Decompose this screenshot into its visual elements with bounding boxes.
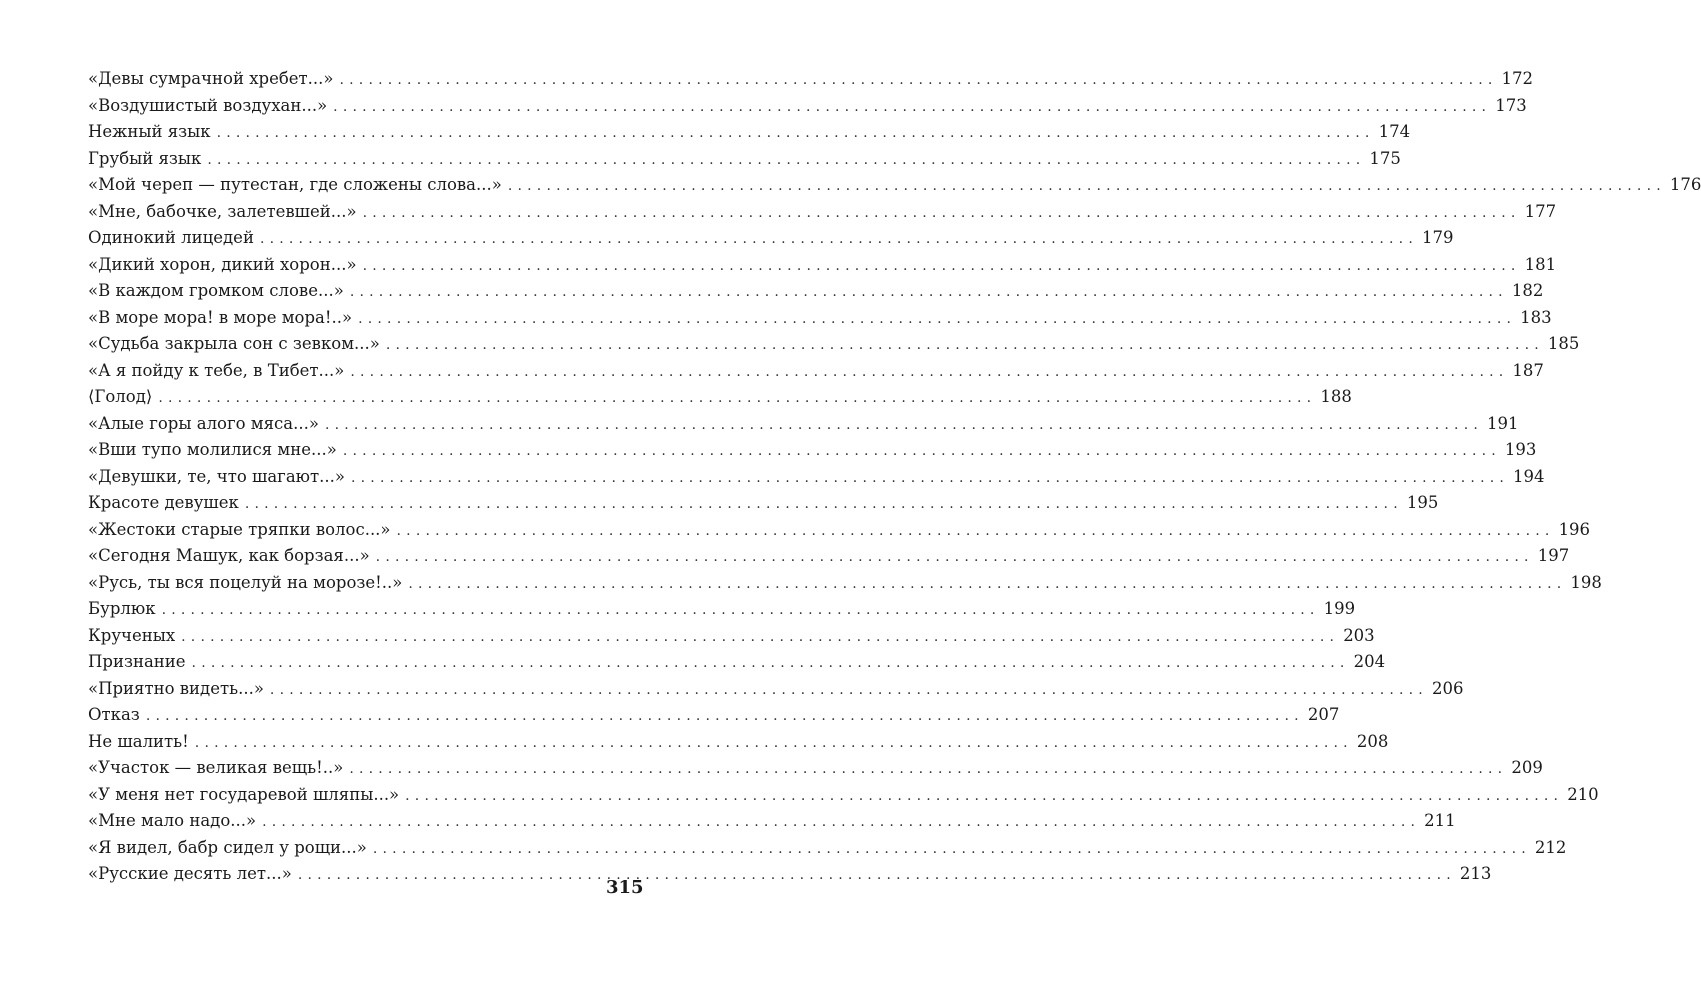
toc-entry-title: «А я пойду к тебе, в Тибет...» bbox=[88, 360, 345, 380]
toc-entry bbox=[88, 146, 1401, 173]
toc-entry-page: 183 bbox=[1520, 307, 1552, 327]
dot-leader: ........................................................................................................................ bbox=[339, 72, 1498, 88]
toc-entry-title: «В каждом громком слове...» bbox=[88, 281, 344, 300]
toc-entry bbox=[88, 702, 1340, 729]
dot-leader: ........................................................................................................................ bbox=[349, 284, 1508, 300]
toc-entry bbox=[88, 782, 1599, 809]
toc-entry bbox=[88, 358, 1544, 385]
toc-entry bbox=[88, 252, 1557, 279]
dot-leader: ........................................................................................................................ bbox=[405, 787, 1564, 804]
toc-entry-title: «Мой череп — путестан, где сложены слова...» bbox=[88, 175, 502, 194]
toc-entry bbox=[88, 199, 1557, 226]
toc-entry-page: 194 bbox=[1513, 466, 1545, 486]
toc-entry-page: 203 bbox=[1343, 625, 1375, 645]
dot-leader: ........................................................................................................................ bbox=[297, 867, 1456, 883]
toc-entry-title: Одинокий лицедей bbox=[88, 228, 254, 247]
toc-entry bbox=[88, 66, 1534, 93]
toc-entry-page: 181 bbox=[1524, 254, 1557, 274]
dot-leader: ........................................................................................................................ bbox=[216, 125, 1375, 141]
toc-entry-page: 199 bbox=[1323, 599, 1356, 618]
toc-entry-title: «Вши тупо молилися мне...» bbox=[88, 440, 337, 459]
dot-leader: ........................................................................................................................ bbox=[351, 469, 1510, 486]
toc-entry-page: 174 bbox=[1378, 122, 1411, 141]
toc-entry-title: Красоте девушек bbox=[88, 493, 239, 512]
toc-entry bbox=[88, 225, 1454, 252]
dot-leader: ........................................................................................................................ bbox=[194, 734, 1353, 751]
toc-entry-page: 206 bbox=[1431, 678, 1464, 698]
toc-entry-page: 198 bbox=[1570, 572, 1602, 592]
dot-leader: ........................................................................................................................ bbox=[333, 98, 1492, 115]
dot-leader: ........................................................................................................................ bbox=[145, 708, 1304, 724]
toc-entry-title: ⟨Голод⟩ bbox=[88, 387, 153, 406]
toc-entry-page: 172 bbox=[1501, 69, 1534, 88]
toc-entry bbox=[88, 411, 1519, 438]
toc-entry-page: 204 bbox=[1353, 652, 1386, 671]
toc-entry-title: «Я видел, бабр сидел у рощи...» bbox=[88, 837, 367, 857]
dot-leader: ........................................................................................................................ bbox=[324, 416, 1483, 433]
toc-entry-title: «Приятно видеть...» bbox=[88, 678, 264, 698]
toc-entry bbox=[88, 464, 1545, 491]
toc-entry-page: 196 bbox=[1558, 519, 1591, 539]
dot-leader: ........................................................................................................................ bbox=[342, 443, 1501, 459]
toc-entry-page: 193 bbox=[1504, 440, 1537, 459]
toc-entry-title: Бурлюк bbox=[88, 599, 156, 618]
dot-leader: ........................................................................................................................ bbox=[362, 204, 1521, 221]
toc-entry-title: Нежный язык bbox=[88, 122, 211, 141]
toc-entry-title: Отказ bbox=[88, 705, 140, 724]
toc-entry-page: 187 bbox=[1512, 360, 1544, 380]
toc-entry bbox=[88, 437, 1537, 464]
toc-entry-title: «Жестоки старые тряпки волос...» bbox=[88, 519, 391, 539]
dot-leader: ........................................................................................................................ bbox=[350, 363, 1509, 380]
dot-leader: ........................................................................................................................ bbox=[262, 814, 1421, 830]
dot-leader: ........................................................................................................................ bbox=[507, 178, 1666, 194]
toc-entry-title: «Девы сумрачной хребет...» bbox=[88, 69, 334, 88]
toc-entry-page: 212 bbox=[1534, 837, 1567, 857]
toc-entry-title: «Судьба закрыла сон с зевком...» bbox=[88, 334, 380, 353]
toc-entry-page: 210 bbox=[1567, 784, 1599, 804]
toc-entry-title: «Русские десять лет...» bbox=[88, 864, 292, 883]
toc-entry bbox=[88, 119, 1411, 146]
toc-entry-title: «Мне мало надо...» bbox=[88, 811, 257, 830]
dot-leader: ........................................................................................................................ bbox=[372, 840, 1531, 857]
toc-entry bbox=[88, 331, 1580, 358]
toc-entry-page: 173 bbox=[1495, 95, 1527, 115]
toc-entry bbox=[88, 808, 1456, 835]
toc-entry-page: 182 bbox=[1511, 281, 1544, 300]
toc-entry bbox=[88, 835, 1567, 862]
dot-leader: ........................................................................................................................ bbox=[375, 549, 1534, 565]
toc-entry bbox=[88, 543, 1570, 570]
toc-entry-title: «В море мора! в море мора!..» bbox=[88, 307, 353, 327]
toc-entry-page: 208 bbox=[1356, 731, 1389, 751]
toc-entry-title: «Алые горы алого мяса...» bbox=[88, 413, 319, 433]
dot-leader: ........................................................................................................................ bbox=[161, 602, 1320, 618]
toc-entry-page: 191 bbox=[1487, 413, 1519, 433]
toc-entry bbox=[88, 676, 1464, 703]
toc-entry-title: Крученых bbox=[88, 625, 176, 645]
toc-entry-title: Признание bbox=[88, 652, 186, 671]
dot-leader: ........................................................................................................................ bbox=[269, 681, 1428, 698]
dot-leader: ........................................................................................................................ bbox=[191, 655, 1350, 671]
toc-entry-title: «Мне, бабочке, залетевшей...» bbox=[88, 201, 357, 221]
dot-leader: ........................................................................................................................ bbox=[207, 151, 1366, 168]
toc-entry-title: «Сегодня Машук, как борзая...» bbox=[88, 546, 370, 565]
dot-leader: ........................................................................................................................ bbox=[358, 310, 1517, 327]
toc-entry bbox=[88, 755, 1543, 782]
toc-entry bbox=[88, 172, 1701, 199]
toc-entry-page: 209 bbox=[1511, 758, 1543, 777]
toc-entry bbox=[88, 649, 1386, 676]
dot-leader: ........................................................................................................................ bbox=[349, 761, 1508, 777]
toc-entry bbox=[88, 596, 1356, 623]
dot-leader: ........................................................................................................................ bbox=[396, 522, 1555, 539]
toc-entry-page: 175 bbox=[1369, 148, 1401, 168]
toc-entry-title: Грубый язык bbox=[88, 148, 202, 168]
dot-leader: ........................................................................................................................ bbox=[408, 575, 1567, 592]
dot-leader: ........................................................................................................................ bbox=[362, 257, 1521, 274]
toc-entry-page: 179 bbox=[1421, 228, 1454, 247]
toc-entry bbox=[88, 570, 1602, 597]
toc-entry-title: «Участок — великая вещь!..» bbox=[88, 758, 344, 777]
dot-leader: ........................................................................................................................ bbox=[181, 628, 1340, 645]
toc-entry-title: Не шалить! bbox=[88, 731, 189, 751]
dot-leader: ........................................................................................................................ bbox=[259, 231, 1418, 247]
toc-entry-title: «У меня нет государевой шляпы...» bbox=[88, 784, 400, 804]
toc-entry bbox=[88, 93, 1527, 120]
toc-entry-title: «Дикий хорон, дикий хорон...» bbox=[88, 254, 357, 274]
toc-entry-page: 211 bbox=[1424, 811, 1456, 830]
toc-entry-title: «Русь, ты вся поцелуй на морозе!..» bbox=[88, 572, 403, 592]
toc-entry bbox=[88, 384, 1352, 411]
dot-leader: ........................................................................................................................ bbox=[158, 390, 1317, 406]
toc-entry-page: 213 bbox=[1459, 864, 1492, 883]
toc-entry bbox=[88, 278, 1544, 305]
toc-entry bbox=[88, 490, 1439, 517]
dot-leader: ........................................................................................................................ bbox=[385, 337, 1544, 353]
toc-entry-title: «Девушки, те, что шагают...» bbox=[88, 466, 345, 486]
toc-entry-page: 185 bbox=[1547, 334, 1580, 353]
toc-entry bbox=[88, 729, 1389, 756]
page-number: 315 bbox=[606, 877, 644, 898]
toc-entry-page: 176 bbox=[1669, 175, 1701, 194]
toc-entry bbox=[88, 623, 1375, 650]
toc-entry-page: 197 bbox=[1537, 546, 1570, 565]
toc-entry bbox=[88, 305, 1552, 332]
toc-entry-title: «Воздушистый воздухан...» bbox=[88, 95, 328, 115]
toc-entry-page: 195 bbox=[1406, 493, 1439, 512]
toc-entry-page: 188 bbox=[1320, 387, 1352, 406]
toc-entry-page: 207 bbox=[1307, 705, 1340, 724]
dot-leader: ........................................................................................................................ bbox=[244, 496, 1403, 512]
toc-entry-page: 177 bbox=[1524, 201, 1557, 221]
toc-entry bbox=[88, 517, 1591, 544]
